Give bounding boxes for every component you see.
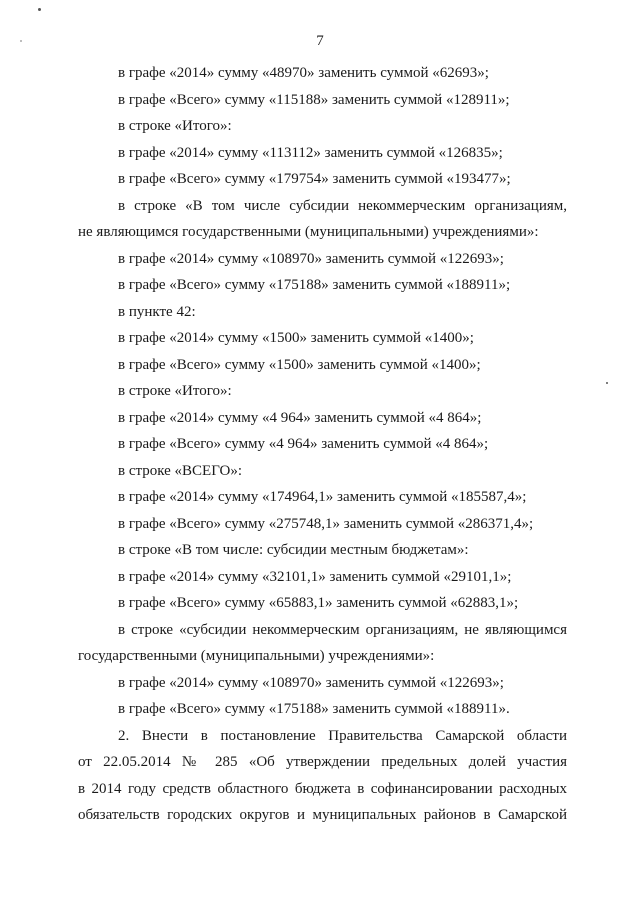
scan-speck xyxy=(606,382,608,384)
text-line: обязательств городских округов и муниципальных районов в Самарской xyxy=(78,807,567,823)
text-line: в графе «2014» сумму «108970» заменить суммой «122693»; xyxy=(118,251,504,267)
page-number: 7 xyxy=(316,33,324,49)
text-line: в строке «субсидии некоммерческим организациям, не являющимся xyxy=(118,622,567,638)
text-line: в строке «Итого»: xyxy=(118,118,232,134)
scan-speck xyxy=(20,40,22,42)
text-line: в графе «Всего» сумму «115188» заменить суммой «128911»; xyxy=(118,92,510,108)
text-line: не являющимся государственными (муниципальными) учреждениями»: xyxy=(78,224,539,240)
text-line: в строке «В том числе: субсидии местным бюджетам»: xyxy=(118,542,469,558)
text-line: в 2014 году средств областного бюджета в софинансировании расходных xyxy=(78,781,567,797)
text-line: в графе «Всего» сумму «175188» заменить суммой «188911»; xyxy=(118,277,511,293)
text-line: в пункте 42: xyxy=(118,304,196,320)
scan-speck xyxy=(38,8,41,11)
text-line: государственными (муниципальными) учреждениями»: xyxy=(78,648,435,664)
text-line: в графе «Всего» сумму «1500» заменить суммой «1400»; xyxy=(118,357,481,373)
text-line: от 22.05.2014 № 285 «Об утверждении предельных долей участия xyxy=(78,754,567,770)
text-line: в графе «Всего» сумму «179754» заменить суммой «193477»; xyxy=(118,171,511,187)
text-line: в строке «Итого»: xyxy=(118,383,232,399)
text-line: в графе «2014» сумму «174964,1» заменить суммой «185587,4»; xyxy=(118,489,527,505)
text-line: в графе «2014» сумму «113112» заменить суммой «126835»; xyxy=(118,145,503,161)
text-line: в графе «Всего» сумму «175188» заменить суммой «188911». xyxy=(118,701,510,717)
text-line: в графе «2014» сумму «48970» заменить суммой «62693»; xyxy=(118,65,489,81)
text-line: в строке «В том числе субсидии некоммерческим организациям, xyxy=(118,198,567,214)
text-line: 2. Внести в постановление Правительства Самарской области xyxy=(118,728,567,744)
text-line: в графе «Всего» сумму «65883,1» заменить суммой «62883,1»; xyxy=(118,595,519,611)
text-line: в графе «Всего» сумму «4 964» заменить суммой «4 864»; xyxy=(118,436,489,452)
text-line: в графе «2014» сумму «1500» заменить суммой «1400»; xyxy=(118,330,474,346)
text-line: в строке «ВСЕГО»: xyxy=(118,463,243,479)
text-line: в графе «2014» сумму «32101,1» заменить суммой «29101,1»; xyxy=(118,569,512,585)
text-line: в графе «2014» сумму «108970» заменить суммой «122693»; xyxy=(118,675,504,691)
text-line: в графе «2014» сумму «4 964» заменить суммой «4 864»; xyxy=(118,410,482,426)
text-line: в графе «Всего» сумму «275748,1» заменить суммой «286371,4»; xyxy=(118,516,534,532)
